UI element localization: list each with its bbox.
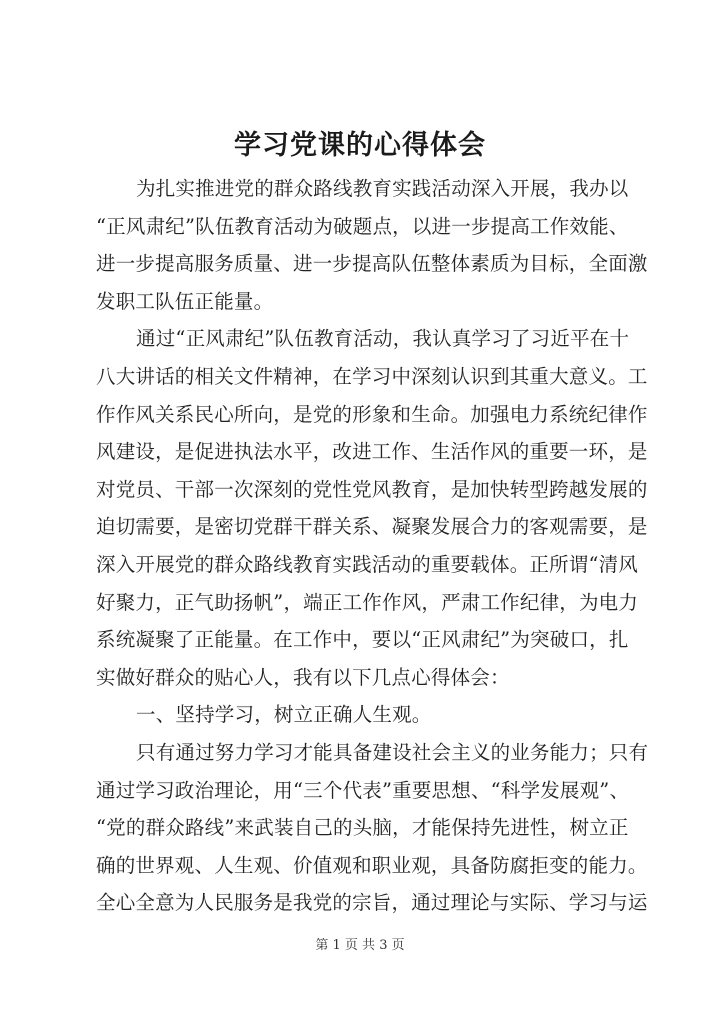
text-line: 通过学习政治理论，用“三个代表”重要思想、“科学发展观”、 bbox=[96, 778, 630, 802]
document-body bbox=[96, 170, 649, 922]
text-line: 作作风关系民心所向，是党的形象和生命。加强电力系统纪律作 bbox=[96, 402, 648, 426]
text-line: “正风肃纪”队伍教育活动为破题点，以进一步提高工作效能、 bbox=[96, 214, 629, 238]
text-line: 发职工队伍正能量。 bbox=[96, 289, 274, 313]
text-line: 迫切需要，是密切党群干群关系、凝聚发展合力的客观需要，是 bbox=[96, 515, 648, 539]
document-title: 学习党课的心得体会 bbox=[234, 130, 486, 161]
text-line: 确的世界观、人生观、价值观和职业观，具备防腐拒变的能力。 bbox=[96, 853, 648, 877]
text-line: 为扎实推进党的群众路线教育实践活动深入开展，我办以 bbox=[136, 177, 629, 200]
text-line: 好聚力，正气助扬帆”，端正工作作风，严肃工作纪律，为电力 bbox=[96, 590, 639, 614]
text-line: 实做好群众的贴心人，我有以下几点心得体会： bbox=[96, 665, 510, 689]
text-line: 通过“正风肃纪”队伍教育活动，我认真学习了习近平在十 bbox=[136, 327, 630, 351]
text-line: 一、坚持学习，树立正确人生观。 bbox=[136, 703, 432, 727]
text-line: 系统凝聚了正能量。在工作中，要以“正风肃纪”为突破口，扎 bbox=[96, 628, 629, 652]
text-line: 风建设，是促进执法水平，改进工作、生活作风的重要一环，是 bbox=[96, 440, 648, 464]
text-line: 全心全意为人民服务是我党的宗旨，通过理论与实际、学习与运 bbox=[96, 891, 648, 915]
text-line: 进一步提高服务质量、进一步提高队伍整体素质为目标，全面激 bbox=[96, 252, 648, 276]
text-line: 深入开展党的群众路线教育实践活动的重要载体。正所谓“清风 bbox=[96, 552, 639, 576]
page-footer: 第 1 页 共 3 页 bbox=[315, 938, 405, 953]
text-line: 只有通过努力学习才能具备建设社会主义的业务能力；只有 bbox=[136, 740, 649, 764]
text-line: 八大讲话的相关文件精神，在学习中深刻认识到其重大意义。工 bbox=[96, 364, 648, 388]
text-line: 对党员、干部一次深刻的党性党风教育，是加快转型跨越发展的 bbox=[96, 477, 648, 501]
text-line: “党的群众路线”来武装自己的头脑，才能保持先进性，树立正 bbox=[96, 816, 629, 840]
